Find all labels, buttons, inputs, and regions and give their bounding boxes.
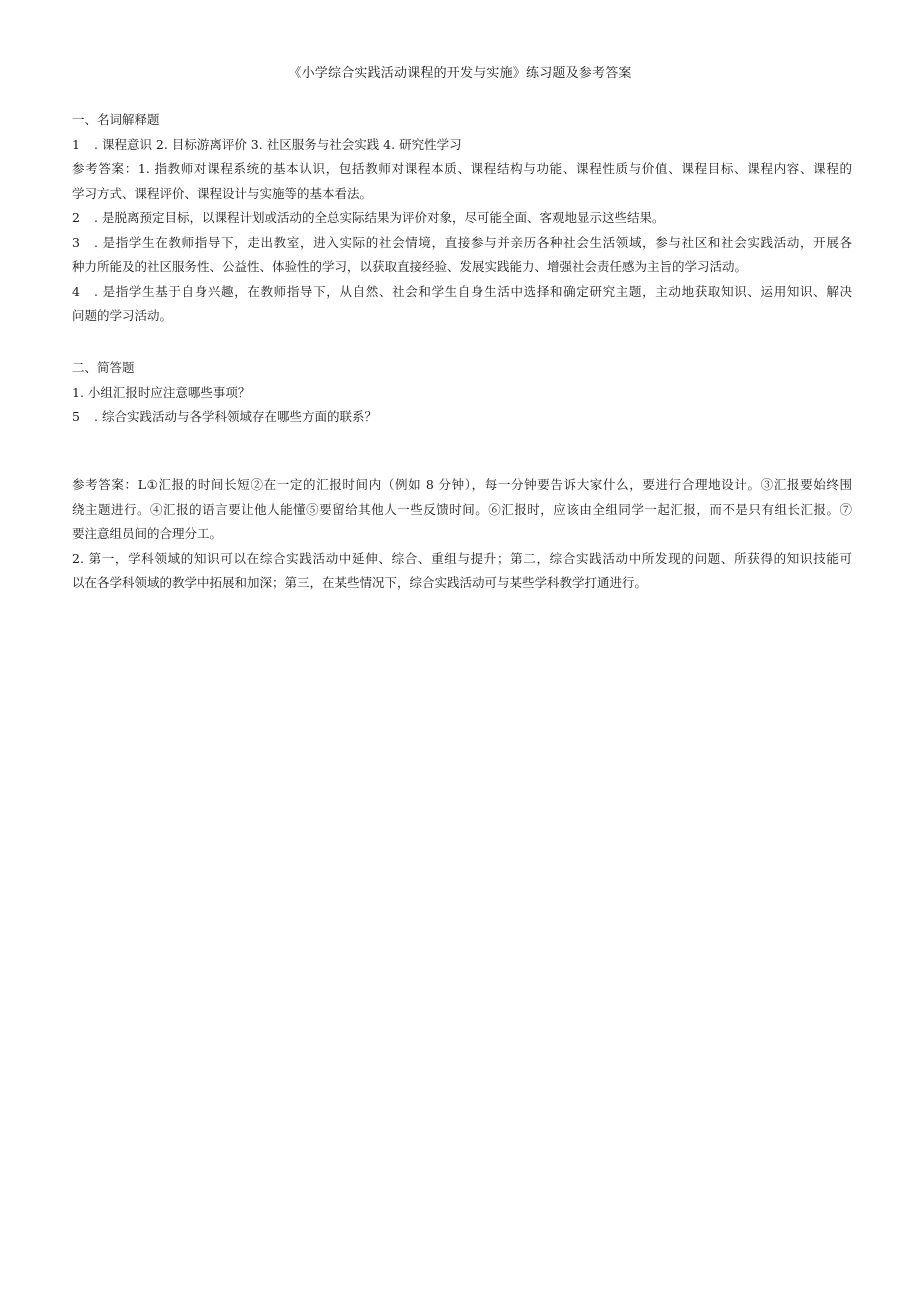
section-heading: 二、简答题	[72, 360, 135, 375]
answer-3-text: . 是指学生在教师指导下，走出教室，进入实际的社会情境，直接参与并亲历各种社会生活领域，参与社区和社会实践活动，开展各	[94, 234, 852, 250]
item-number: 1	[72, 136, 80, 152]
question-2-text: . 综合实践活动与各学科领域存在哪些方面的联系？	[94, 409, 377, 424]
answer-1-line: 学习方式、课程评价、课程设计与实施等的基本看法。	[72, 185, 373, 201]
answer-4-text: . 是指学生基于自身兴趣，在教师指导下，从自然、社会和学生自身生活中选择和确定研究主题，主动地获取知识、运用知识、解决	[94, 283, 852, 299]
item-number: 4	[72, 283, 80, 299]
reference-answer-1-line: 参考答案：L①汇报的时间长短②在一定的汇报时间内（例如 8 分钟），每一分钟要告诉大家什么，要进行合理地设计。③汇报要始终围	[72, 477, 852, 492]
reference-answer-2-line: 2. 第一，学科领域的知识可以在综合实践活动中延伸、综合、重组与提升；第二，综合实践活动中所发现的问题、所获得的知识技能可	[72, 550, 852, 566]
reference-answer-1-line: 绕主题进行。④汇报的语言要让他人能懂⑤要留给其他人一些反馈时间。⑥汇报时，应该由全组同学一起汇报，而不是只有组长汇报。⑦	[72, 501, 852, 517]
terms-list-text: . 课程意识 2. 目标游离评价 3. 社区服务与社会实践 4. 研究性学习	[94, 136, 462, 152]
answer-4-line	[72, 280, 852, 305]
reference-answer-2-line: 以在各学科领域的教学中拓展和加深；第三，在某些情况下，综合实践活动可与某些学科教学打通进行。	[72, 575, 648, 590]
document-title: 《小学综合实践活动课程的开发与实施》练习题及参考答案	[288, 66, 632, 81]
item-number: 5	[72, 409, 80, 424]
answer-2-line	[72, 206, 852, 231]
item-number: 3	[72, 234, 80, 250]
answer-1-line: 参考答案：1. 指教师对课程系统的基本认识，包括教师对课程本质、课程结构与功能、课程性质与价值、课程目标、课程内容、课程的	[72, 161, 852, 176]
section-term-definitions	[72, 108, 852, 329]
answer-4-line: 问题的学习活动。	[72, 308, 173, 323]
short-answer-reference-answers	[72, 473, 852, 596]
item-number: 2	[72, 210, 80, 225]
answer-2-text: . 是脱离预定目标，以课程计划或活动的全总实际结果为评价对象，尽可能全面、客观地显示这些结果。	[94, 210, 665, 225]
terms-list-line	[72, 133, 852, 158]
question-2	[72, 405, 852, 430]
answer-3-line	[72, 231, 852, 256]
question-1: 1. 小组汇报时应注意哪些事项？	[72, 384, 251, 400]
section-short-answer	[72, 356, 852, 430]
answer-3-line: 种力所能及的社区服务性、公益性、体验性的学习，以获取直接经验、发展实践能力、增强社会责任感为主旨的学习活动。	[72, 259, 748, 274]
reference-answer-1-line: 要注意组员间的合理分工。	[72, 526, 223, 541]
section-heading: 一、名词解释题	[72, 112, 160, 127]
